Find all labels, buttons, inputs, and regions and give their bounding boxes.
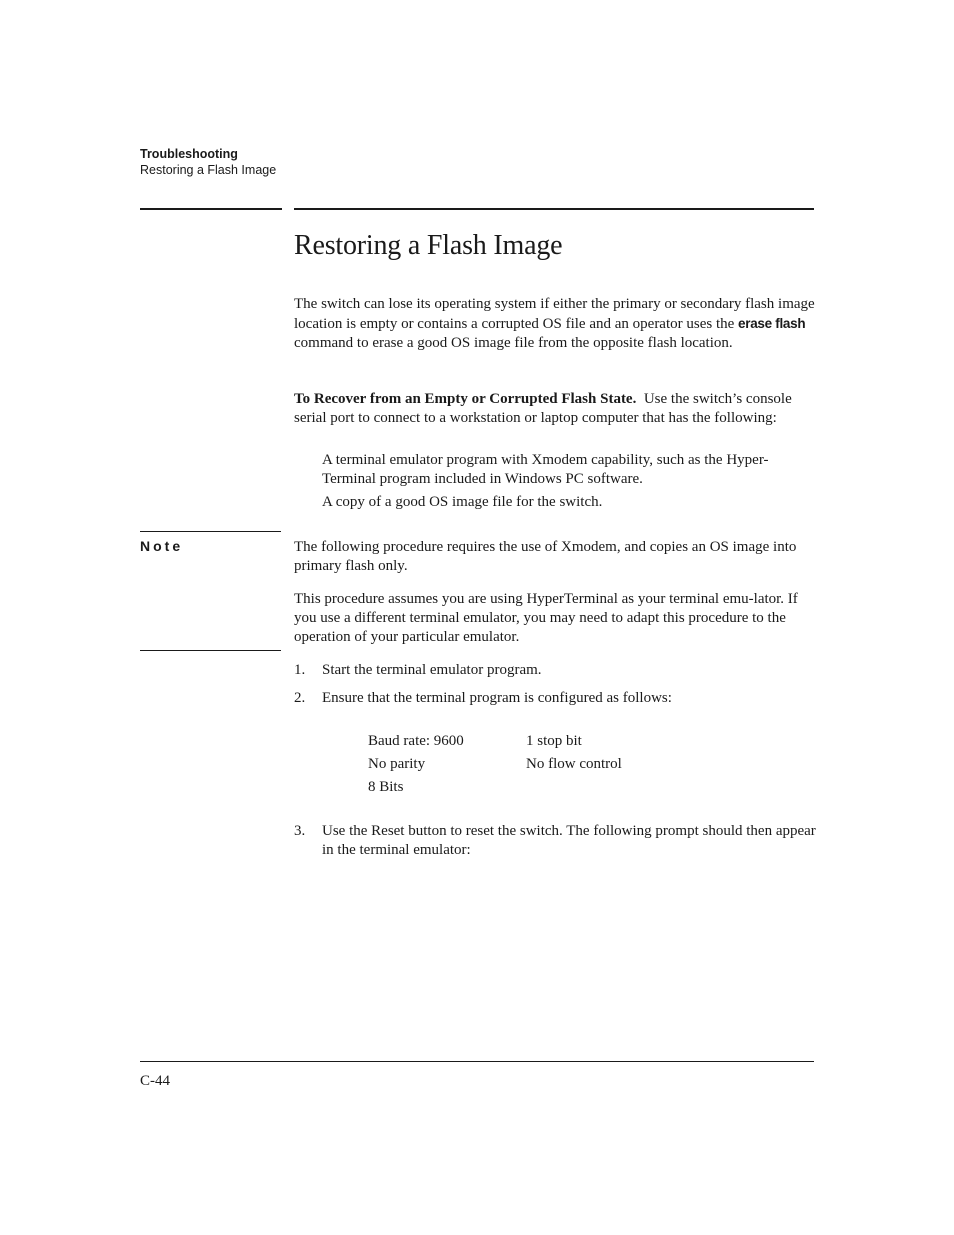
recover-paragraph — [294, 390, 816, 428]
section-title: Troubleshooting — [140, 147, 238, 161]
subsection-title: Restoring a Flash Image — [140, 163, 277, 177]
step-number: 1. — [294, 662, 306, 678]
config-data-bits: 8 Bits — [368, 779, 404, 795]
erase-flash-command: erase flash — [738, 316, 806, 331]
config-baud-rate: Baud rate: 9600 — [368, 733, 464, 749]
note-top-rule — [140, 531, 281, 532]
intro-text-after: command to erase a good OS image file from the opposite flash location. — [294, 335, 733, 351]
note-paragraph: This procedure assumes you are using HyperTerminal as your terminal emu-lator. If you use a different terminal emulator, you may need to adapt this procedure to the operation of your particular emulator. — [294, 591, 798, 645]
page-title: Restoring a Flash Image — [294, 230, 563, 261]
intro-paragraph — [294, 295, 816, 353]
requirement-item: A terminal emulator program with Xmodem capability, such as the Hyper-Terminal program included in Windows PC software. — [322, 452, 769, 487]
recover-text: Use the switch’s console serial port to connect to a workstation or laptop computer that has the following: — [294, 391, 792, 426]
step-text: Use the Reset button to reset the switch. The following prompt should then appear in the terminal emulator: — [322, 823, 816, 858]
note-label: Note — [140, 538, 184, 554]
step-text: Start the terminal emulator program. — [322, 662, 542, 678]
step-number: 2. — [294, 690, 306, 706]
recover-heading: To Recover from an Empty or Corrupted Flash State. — [294, 391, 637, 407]
config-parity: No parity — [368, 756, 426, 772]
note-bottom-rule — [140, 650, 281, 651]
note-paragraph: The following procedure requires the use of Xmodem, and copies an OS image into primary flash only. — [294, 539, 797, 574]
config-stop-bit: 1 stop bit — [526, 733, 582, 749]
left-title-rule — [140, 208, 282, 210]
requirement-item: A copy of a good OS image file for the switch. — [322, 494, 603, 510]
page-number: C-44 — [140, 1073, 170, 1089]
step-text: Ensure that the terminal program is configured as follows: — [322, 690, 672, 706]
title-rule — [294, 208, 814, 210]
config-flow-control: No flow control — [526, 756, 622, 772]
step-number: 3. — [294, 823, 306, 839]
intro-text-before: The switch can lose its operating system if either the primary or secondary flash image location is empty or contains a corrupted OS file and an operator uses the — [294, 296, 815, 332]
footer-rule — [140, 1061, 814, 1062]
